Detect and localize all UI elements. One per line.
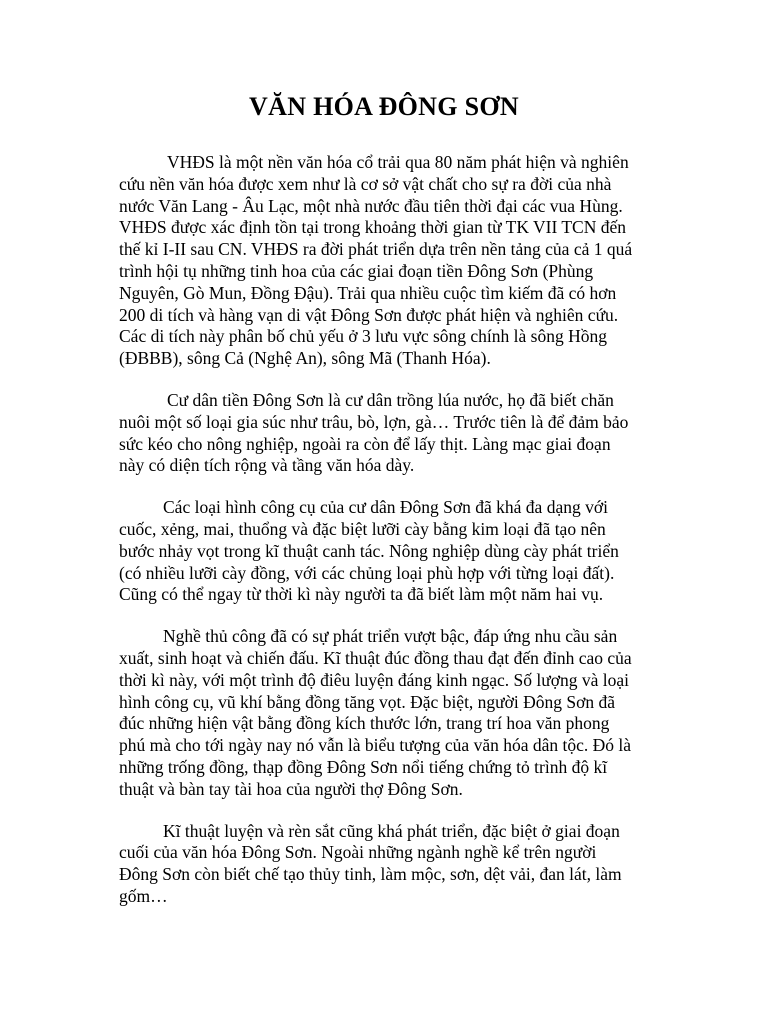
text-line: VHĐS là một nền văn hóa cổ trải qua 80 năm phát hiện và nghiên bbox=[167, 152, 629, 172]
text-line: Nguyên, Gò Mun, Đồng Đậu). Trải qua nhiều cuộc tìm kiếm đã có hơn bbox=[119, 282, 617, 303]
paragraph-intro bbox=[119, 152, 699, 370]
text-line: (có nhiều lưỡi cày đồng, với các chủng loại phù hợp với từng loại đất). bbox=[119, 562, 615, 583]
text-line: phú mà cho tới ngày nay nó vẫn là biểu tượng của văn hóa dân tộc. Đó là bbox=[119, 735, 632, 756]
text-line: trình hội tụ những tinh hoa của các giai đoạn tiền Đông Sơn (Phùng bbox=[119, 260, 594, 281]
text-line: Các di tích này phân bố chủ yếu ở 3 lưu vực sông chính là sông Hồng bbox=[119, 326, 608, 347]
text-line: nước Văn Lang - Âu Lạc, một nhà nước đầu tiên thời đại các vua Hùng. bbox=[119, 195, 623, 216]
paragraph-agriculture bbox=[119, 390, 699, 477]
text-line: hình công cụ, vũ khí bằng đồng tăng vọt. Đặc biệt, người Đông Sơn đã bbox=[119, 691, 616, 712]
text-line: Cư dân tiền Đông Sơn là cư dân trồng lúa nước, họ đã biết chăn bbox=[167, 389, 614, 410]
text-line: thời kì này, với một trình độ điêu luyện đáng kinh ngạc. Số lượng và loại bbox=[119, 669, 630, 690]
text-line: cứu nền văn hóa được xem như là cơ sở vật chất cho sự ra đời của nhà bbox=[119, 173, 612, 194]
text-line: 200 di tích và hàng vạn di vật Đông Sơn được phát hiện và nghiên cứu. bbox=[119, 304, 619, 325]
text-line: Đông Sơn còn biết chế tạo thủy tinh, làm mộc, sơn, dệt vải, đan lát, làm bbox=[119, 864, 622, 885]
page-title: VĂN HÓA ĐÔNG SƠN bbox=[249, 92, 519, 121]
text-line: Các loại hình công cụ của cư dân Đông Sơn đã khá đa dạng với bbox=[163, 497, 608, 518]
text-line: VHĐS được xác định tồn tại trong khoảng thời gian từ TK VII TCN đến bbox=[119, 217, 627, 238]
text-line: đúc những hiện vật bằng đồng kích thước lớn, trang trí hoa văn phong bbox=[119, 713, 610, 734]
text-line: bước nhảy vọt trong kĩ thuật canh tác. Nông nghiệp dùng cày phát triển bbox=[119, 540, 619, 561]
text-line: này có diện tích rộng và tầng văn hóa dày. bbox=[119, 455, 415, 476]
text-line: nuôi một số loại gia súc như trâu, bò, lợn, gà… Trước tiên là để đảm bảo bbox=[119, 411, 629, 432]
text-line: xuất, sinh hoạt và chiến đấu. Kĩ thuật đúc đồng thau đạt đến đỉnh cao của bbox=[119, 647, 632, 668]
text-line: thuật và bàn tay tài hoa của người thợ Đông Sơn. bbox=[119, 778, 463, 799]
text-line: cuối của văn hóa Đông Sơn. Ngoài những ngành nghề kể trên người bbox=[119, 842, 597, 863]
text-line: những trống đồng, thạp đồng Đông Sơn nổi tiếng chứng tỏ trình độ kĩ bbox=[119, 756, 608, 777]
paragraph-iron bbox=[119, 821, 699, 908]
text-line: (ĐBBB), sông Cả (Nghệ An), sông Mã (Thanh Hóa). bbox=[119, 348, 491, 369]
text-line: Kĩ thuật luyện và rèn sắt cũng khá phát triển, đặc biệt ở giai đoạn bbox=[163, 820, 620, 841]
text-line: Nghề thủ công đã có sự phát triển vượt bậc, đáp ứng nhu cầu sản bbox=[163, 626, 618, 647]
text-line: cuốc, xẻng, mai, thuổng và đặc biệt lưỡi cày bằng kim loại đã tạo nên bbox=[119, 518, 606, 539]
document-body bbox=[119, 152, 699, 928]
text-line: sức kéo cho nông nghiệp, ngoài ra còn để lấy thịt. Làng mạc giai đoạn bbox=[119, 433, 611, 454]
text-line: Cũng có thể ngay từ thời kì này người ta đã biết làm một năm hai vụ. bbox=[119, 584, 604, 605]
paragraph-tools bbox=[119, 497, 699, 606]
text-line: gốm… bbox=[119, 885, 168, 906]
paragraph-crafts bbox=[119, 626, 699, 800]
text-line: thế kỉ I-II sau CN. VHĐS ra đời phát triển dựa trên nền tảng của cả 1 quá bbox=[119, 239, 633, 260]
